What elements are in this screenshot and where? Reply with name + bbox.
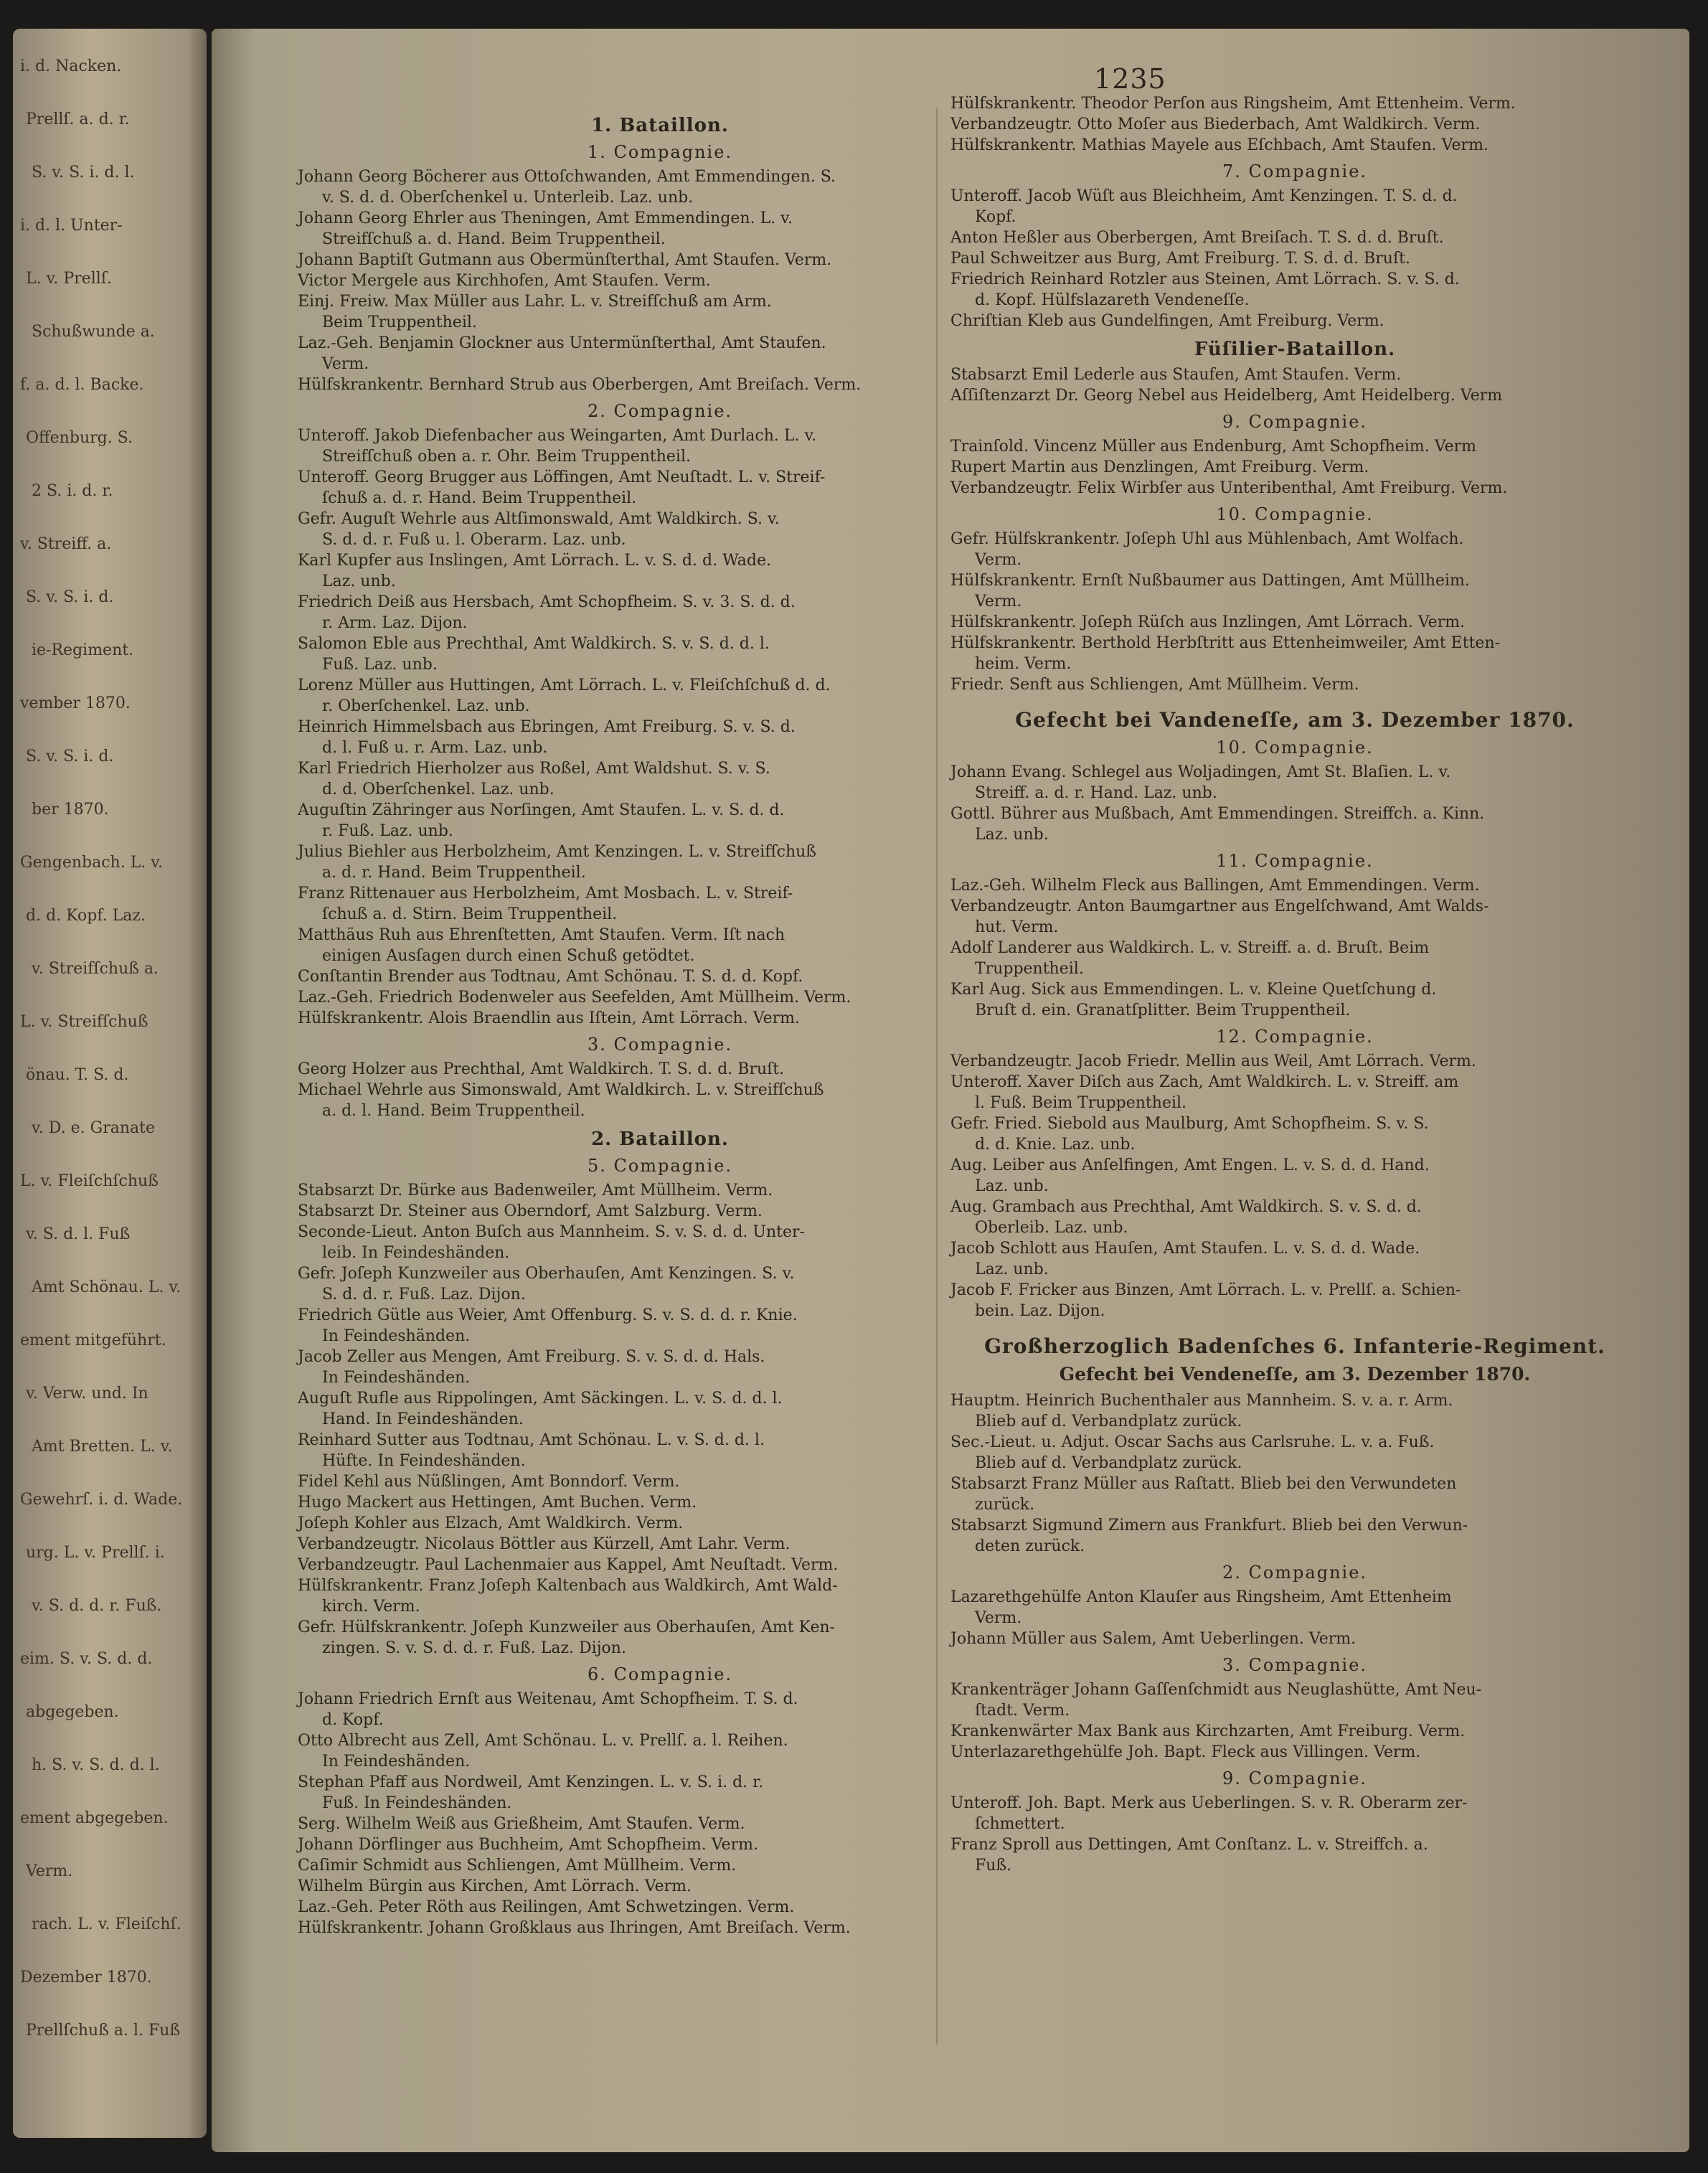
entry-line: d. Kopf. xyxy=(322,1711,384,1729)
entry-line: Michael Wehrle aus Simonswald, Amt Waldkirch. L. v. Streifſchuß xyxy=(298,1081,824,1099)
company-heading: 3. Compagnie. xyxy=(1222,1655,1368,1675)
facing-page-text: v. D. e. Granate xyxy=(32,1119,156,1137)
entry-line: einigen Ausſagen durch einen Schuß getödtet. xyxy=(322,947,695,965)
facing-page-text: 2 S. i. d. r. xyxy=(32,482,113,500)
entry-line: Johann Georg Ehrler aus Theningen, Amt Emmendingen. L. v. xyxy=(298,209,793,227)
entry-line: Stabsarzt Dr. Steiner aus Oberndorf, Amt Salzburg. Verm. xyxy=(298,1202,763,1220)
casualty-entry xyxy=(950,1474,1639,1515)
entry-line: Aug. Grambach aus Prechthal, Amt Waldkirch. S. v. S. d. d. xyxy=(950,1198,1422,1216)
casualty-entry xyxy=(298,633,1022,675)
company-heading: 7. Compagnie. xyxy=(1222,161,1368,182)
casualty-entry xyxy=(950,311,1639,331)
casualty-entry xyxy=(298,717,1022,758)
page-number: 1235 xyxy=(1094,63,1166,95)
section-heading: Gefecht bei Vandeneſſe, am 3. Dezember 1870. xyxy=(1015,708,1575,732)
entry-line: S. d. d. r. Fuß. Laz. Dijon. xyxy=(322,1286,526,1304)
casualty-entry xyxy=(298,800,1022,842)
entry-line: hut. Verm. xyxy=(975,918,1059,936)
entry-line: Hülfskrankentr. Ernſt Nußbaumer aus Dattingen, Amt Müllheim. xyxy=(950,572,1470,590)
entry-line: Joſeph Kohler aus Elzach, Amt Waldkirch. Verm. xyxy=(298,1514,684,1532)
entry-line: Friedrich Gütle aus Weier, Amt Offenburg. S. v. S. d. d. r. Knie. xyxy=(298,1306,798,1324)
entry-line: Oberleib. Laz. unb. xyxy=(975,1219,1128,1237)
battalion-heading: 2. Bataillon. xyxy=(591,1128,729,1150)
entry-line: Verm. xyxy=(975,1609,1022,1627)
entry-line: Friedr. Senft aus Schliengen, Amt Müllheim. Verm. xyxy=(950,676,1359,694)
entry-line: Verm. xyxy=(322,355,369,373)
facing-page-text: v. S. d. l. Fuß xyxy=(26,1225,131,1243)
facing-page-text: S. v. S. i. d. l. xyxy=(32,164,135,182)
casualty-entry xyxy=(298,1814,1022,1834)
facing-page-text: L. v. Streifſchuß xyxy=(20,1013,148,1031)
facing-page-fragment xyxy=(13,29,207,2138)
entry-line: Krankenwärter Max Bank aus Kirchzarten, Amt Freiburg. Verm. xyxy=(950,1722,1466,1740)
casualty-entry xyxy=(950,1072,1639,1113)
facing-page-text: Dezember 1870. xyxy=(20,1969,152,1986)
entry-line: Laz.-Geh. Benjamin Glockner aus Untermünſterthal, Amt Staufen. xyxy=(298,334,826,352)
casualty-entry xyxy=(950,633,1639,674)
casualty-entry xyxy=(298,208,1022,250)
section-heading: Gefecht bei Vendeneſſe, am 3. Dezember 1870. xyxy=(1059,1364,1531,1385)
entry-line: Julius Biehler aus Herbolzheim, Amt Kenzingen. L. v. Streifſchuß xyxy=(298,843,816,861)
casualty-entry xyxy=(950,227,1639,248)
casualty-entry xyxy=(298,1772,1022,1814)
entry-line: Streiff. a. d. r. Hand. Laz. unb. xyxy=(975,784,1217,802)
casualty-entry xyxy=(298,925,1022,966)
casualty-entry xyxy=(950,269,1639,311)
entry-line: v. S. d. d. Oberſchenkel u. Unterleib. Laz. unb. xyxy=(322,189,694,207)
casualty-entry xyxy=(298,425,1022,467)
facing-page-text: urg. L. v. Prellſ. i. xyxy=(26,1544,165,1562)
casualty-entry xyxy=(298,1855,1022,1876)
casualty-entry xyxy=(298,333,1022,374)
entry-line: Streifſchuß a. d. Hand. Beim Truppentheil. xyxy=(322,230,666,248)
casualty-entry xyxy=(950,762,1639,803)
entry-line: r. Fuß. Laz. unb. xyxy=(322,822,453,840)
entry-line: Seconde-Lieut. Anton Buſch aus Mannheim. S. v. S. d. d. Unter- xyxy=(298,1223,805,1241)
casualty-entry xyxy=(298,1008,1022,1029)
entry-line: Reinhard Sutter aus Todtnau, Amt Schönau. L. v. S. d. d. l. xyxy=(298,1431,765,1449)
facing-page-text: vember 1870. xyxy=(20,694,131,712)
entry-line: Karl Aug. Sick aus Emmendingen. L. v. Kleine Quetſchung d. xyxy=(950,981,1437,999)
facing-page-text: önau. T. S. d. xyxy=(26,1066,129,1084)
entry-line: Matthäus Ruh aus Ehrenſtetten, Amt Staufen. Verm. Iſt nach xyxy=(298,926,785,944)
casualty-entry xyxy=(298,1555,1022,1575)
facing-page-text: Schußwunde a. xyxy=(32,323,155,341)
company-heading: 2. Compagnie. xyxy=(587,401,733,421)
company-heading: 6. Compagnie. xyxy=(587,1664,733,1684)
entry-line: Verm. xyxy=(975,593,1022,611)
entry-line: Unteroff. Jacob Wüſt aus Bleichheim, Amt Kenzingen. T. S. d. d. xyxy=(950,187,1458,205)
facing-page-text: eim. S. v. S. d. d. xyxy=(20,1650,153,1668)
entry-line: Auguſtin Zähringer aus Norſingen, Amt Staufen. L. v. S. d. d. xyxy=(298,801,785,819)
casualty-entry xyxy=(950,186,1639,227)
entry-line: a. d. l. Hand. Beim Truppentheil. xyxy=(322,1102,585,1120)
casualty-entry xyxy=(298,883,1022,925)
facing-page-text: i. d. Nacken. xyxy=(20,57,122,75)
casualty-entry xyxy=(950,1155,1639,1197)
entry-line: r. Oberſchenkel. Laz. unb. xyxy=(322,697,530,715)
casualty-entry xyxy=(950,896,1639,938)
entry-line: Georg Holzer aus Prechthal, Amt Waldkirch. T. S. d. d. Bruſt. xyxy=(298,1060,785,1078)
casualty-entry xyxy=(298,250,1022,270)
facing-page-text: h. S. v. S. d. d. l. xyxy=(32,1756,160,1774)
entry-line: Verbandzeugtr. Nicolaus Böttler aus Kürzell, Amt Lahr. Verm. xyxy=(298,1535,791,1553)
casualty-entry xyxy=(298,1513,1022,1534)
facing-page-text: d. d. Kopf. Laz. xyxy=(26,907,146,925)
entry-line: Stabsarzt Emil Lederle aus Staufen, Amt Staufen. Verm. xyxy=(950,366,1402,384)
casualty-entry xyxy=(950,1793,1639,1834)
casualty-entry xyxy=(298,1617,1022,1659)
entry-line: Hand. In Feindeshänden. xyxy=(322,1410,524,1428)
entry-line: Bruſt d. ein. Granatſplitter. Beim Truppentheil. xyxy=(975,1001,1351,1019)
entry-line: Kopf. xyxy=(975,208,1016,226)
entry-line: Franz Sproll aus Dettingen, Amt Conſtanz. L. v. Streiffch. a. xyxy=(950,1836,1428,1854)
casualty-entry xyxy=(298,987,1022,1008)
entry-line: Hülfskrankentr. Joſeph Rüſch aus Inzlingen, Amt Lörrach. Verm. xyxy=(950,613,1466,631)
entry-line: Chriſtian Kleb aus Gundelfingen, Amt Freiburg. Verm. xyxy=(950,312,1384,330)
entry-line: Stabsarzt Franz Müller aus Raſtatt. Blieb bei den Verwundeten xyxy=(950,1475,1457,1493)
entry-line: Fidel Kehl aus Nüßlingen, Amt Bonndorf. Verm. xyxy=(298,1473,680,1491)
casualty-entry xyxy=(950,248,1639,269)
company-heading: 9. Compagnie. xyxy=(1222,412,1368,432)
entry-line: Gefr. Hülfskrankentr. Joſeph Kunzweiler aus Oberhauſen, Amt Ken- xyxy=(298,1618,836,1636)
facing-page-text: Offenburg. S. xyxy=(26,429,133,447)
entry-line: Conſtantin Brender aus Todtnau, Amt Schönau. T. S. d. d. Kopf. xyxy=(298,968,803,986)
casualty-entry xyxy=(298,1492,1022,1513)
casualty-entry xyxy=(298,1834,1022,1855)
casualty-entry xyxy=(298,270,1022,291)
facing-page-text: ie-Regiment. xyxy=(32,641,134,659)
entry-line: ſchmettert. xyxy=(975,1815,1065,1833)
casualty-entry xyxy=(298,1689,1022,1730)
facing-page-text: i. d. l. Unter- xyxy=(20,217,123,235)
company-heading: 11. Compagnie. xyxy=(1216,851,1374,871)
casualty-entry xyxy=(298,1471,1022,1492)
entry-line: Hülfskrankentr. Theodor Perſon aus Ringsheim, Amt Ettenheim. Verm. xyxy=(950,95,1516,113)
entry-line: Karl Friedrich Hierholzer aus Roßel, Amt Waldshut. S. v. S. xyxy=(298,760,770,778)
casualty-entry xyxy=(298,1534,1022,1555)
entry-line: Jacob Schlott aus Hauſen, Amt Staufen. L. v. S. d. d. Wade. xyxy=(950,1240,1420,1258)
entry-line: Hülfskrankentr. Bernhard Strub aus Oberbergen, Amt Breiſach. Verm. xyxy=(298,376,862,394)
entry-line: Laz.-Geh. Wilhelm Fleck aus Ballingen, Amt Emmendingen. Verm. xyxy=(950,877,1480,895)
casualty-entry xyxy=(298,1201,1022,1222)
entry-line: Stabsarzt Sigmund Zimern aus Frankfurt. Blieb bei den Verwun- xyxy=(950,1517,1468,1535)
facing-page-text: Prellſ. a. d. r. xyxy=(26,110,130,128)
casualty-entry xyxy=(298,1222,1022,1263)
casualty-entry xyxy=(950,1679,1639,1721)
casualty-entry xyxy=(298,966,1022,987)
entry-line: Salomon Eble aus Prechthal, Amt Waldkirch. S. v. S. d. d. l. xyxy=(298,635,770,653)
entry-line: Heinrich Himmelsbach aus Ebringen, Amt Freiburg. S. v. S. d. xyxy=(298,718,796,736)
casualty-entry xyxy=(298,1730,1022,1772)
casualty-entry xyxy=(298,291,1022,333)
entry-line: In Feindeshänden. xyxy=(322,1753,471,1771)
casualty-entry xyxy=(950,1197,1639,1238)
entry-line: Friedrich Reinhard Rotzler aus Steinen, Amt Lörrach. S. v. S. d. xyxy=(950,270,1460,288)
casualty-entry xyxy=(950,478,1639,499)
entry-line: ſchuß a. d. r. Hand. Beim Truppentheil. xyxy=(322,489,637,507)
entry-line: Laz.-Geh. Peter Röth aus Reilingen, Amt Schwetzingen. Verm. xyxy=(298,1898,795,1916)
facing-page-text: L. v. Prellſ. xyxy=(26,270,112,288)
company-heading: 1. Compagnie. xyxy=(587,142,733,162)
casualty-entry xyxy=(950,1742,1639,1763)
company-heading: 5. Compagnie. xyxy=(587,1156,733,1176)
entry-line: ſchuß a. d. Stirn. Beim Truppentheil. xyxy=(322,905,618,923)
facing-page-text: Prellſchuß a. l. Fuß xyxy=(26,2022,181,2040)
casualty-entry xyxy=(298,374,1022,395)
entry-line: Johann Müller aus Salem, Amt Ueberlingen. Verm. xyxy=(950,1630,1357,1648)
entry-line: Jacob Zeller aus Mengen, Amt Freiburg. S. v. S. d. d. Hals. xyxy=(298,1348,765,1366)
entry-line: Trainſold. Vincenz Müller aus Endenburg, Amt Schopfheim. Verm xyxy=(950,438,1476,456)
entry-line: Wilhelm Bürgin aus Kirchen, Amt Lörrach. Verm. xyxy=(298,1877,692,1895)
entry-line: leib. In Feindeshänden. xyxy=(322,1244,510,1262)
entry-line: Serg. Wilhelm Weiß aus Grießheim, Amt Staufen. Verm. xyxy=(298,1815,745,1833)
entry-line: Verbandzeugtr. Paul Lachenmaier aus Kappel, Amt Neuſtadt. Verm. xyxy=(298,1556,839,1574)
casualty-entry xyxy=(298,1347,1022,1388)
entry-line: Laz. unb. xyxy=(322,572,396,590)
book-page xyxy=(212,29,1689,2152)
entry-line: d. d. Oberſchenkel. Laz. unb. xyxy=(322,781,555,798)
entry-line: Laz. unb. xyxy=(975,826,1049,844)
facing-page-text: f. a. d. l. Backe. xyxy=(20,376,144,394)
left-column xyxy=(298,108,1022,1938)
entry-line: Lazarethgehülfe Anton Klauſer aus Ringsheim, Amt Ettenheim xyxy=(950,1588,1452,1606)
entry-line: deten zurück. xyxy=(975,1537,1085,1555)
entry-line: Laz. unb. xyxy=(975,1177,1049,1195)
company-heading: 9. Compagnie. xyxy=(1222,1768,1368,1788)
casualty-entry xyxy=(950,1721,1639,1742)
entry-line: Gefr. Fried. Siebold aus Maulburg, Amt Schopfheim. S. v. S. xyxy=(950,1115,1429,1133)
entry-line: Einj. Freiw. Max Müller aus Lahr. L. v. Streifſchuß am Arm. xyxy=(298,293,772,311)
section-heading: Großherzoglich Badenſches 6. Infanterie-Regiment. xyxy=(984,1334,1605,1358)
entry-line: Hülfskrankentr. Alois Braendlin aus Iſtein, Amt Lörrach. Verm. xyxy=(298,1009,800,1027)
entry-line: l. Fuß. Beim Truppentheil. xyxy=(975,1094,1187,1112)
facing-page-text: abgegeben. xyxy=(26,1703,119,1721)
entry-line: Hauptm. Heinrich Buchenthaler aus Mannheim. S. v. a. r. Arm. xyxy=(950,1392,1453,1410)
casualty-entry xyxy=(950,1280,1639,1321)
casualty-entry xyxy=(298,758,1022,800)
facing-page-text: ber 1870. xyxy=(32,801,109,819)
facing-page-text: v. Verw. und. In xyxy=(26,1385,148,1403)
casualty-entry xyxy=(298,1918,1022,1938)
casualty-entry xyxy=(298,1575,1022,1617)
entry-line: Johann Georg Böcherer aus Ottoſchwanden, Amt Emmendingen. S. xyxy=(298,168,836,186)
entry-line: heim. Verm. xyxy=(975,655,1072,673)
entry-line: Aug. Leiber aus Anſelfingen, Amt Engen. L. v. S. d. d. Hand. xyxy=(950,1156,1430,1174)
entry-line: In Feindeshänden. xyxy=(322,1327,471,1345)
entry-line: Johann Evang. Schlegel aus Woljadingen, Amt St. Blaſien. L. v. xyxy=(950,763,1451,781)
entry-line: Hülfskrankentr. Franz Joſeph Kaltenbach aus Waldkirch, Amt Wald- xyxy=(298,1577,838,1595)
entry-line: Rupert Martin aus Denzlingen, Amt Freiburg. Verm. xyxy=(950,458,1369,476)
entry-line: Gefr. Hülfskrankentr. Joſeph Uhl aus Mühlenbach, Amt Wolfach. xyxy=(950,530,1464,548)
entry-line: Blieb auf d. Verbandplatz zurück. xyxy=(975,1454,1242,1472)
facing-page-text: S. v. S. i. d. xyxy=(26,748,114,765)
entry-line: Blieb auf d. Verbandplatz zurück. xyxy=(975,1413,1242,1430)
entry-line: bein. Laz. Dijon. xyxy=(975,1302,1105,1320)
entry-line: Fuß. In Feindeshänden. xyxy=(322,1794,512,1812)
entry-line: Unterlazarethgehülfe Joh. Bapt. Fleck aus Villingen. Verm. xyxy=(950,1743,1421,1761)
entry-line: In Feindeshänden. xyxy=(322,1369,471,1387)
casualty-entry xyxy=(950,1113,1639,1155)
entry-line: Stabsarzt Dr. Bürke aus Badenweiler, Amt Müllheim. Verm. xyxy=(298,1182,773,1199)
entry-line: Jacob F. Fricker aus Binzen, Amt Lörrach. L. v. Prellſ. a. Schien- xyxy=(950,1281,1461,1299)
casualty-entry xyxy=(298,675,1022,717)
entry-line: Gefr. Auguſt Wehrle aus Altſimonswald, Amt Waldkirch. S. v. xyxy=(298,510,780,528)
casualty-entry xyxy=(950,1051,1639,1072)
casualty-entry xyxy=(950,1432,1639,1474)
entry-line: kirch. Verm. xyxy=(322,1598,420,1616)
entry-line: Friedrich Deiß aus Hersbach, Amt Schopfheim. S. v. 3. S. d. d. xyxy=(298,593,796,611)
facing-page-text: Verm. xyxy=(26,1862,73,1880)
casualty-entry xyxy=(950,1515,1639,1557)
entry-line: d. d. Knie. Laz. unb. xyxy=(975,1136,1136,1154)
entry-line: zurück. xyxy=(975,1496,1035,1514)
casualty-entry xyxy=(950,1834,1639,1876)
entry-line: Verbandzeugtr. Jacob Friedr. Mellin aus Weil, Amt Lörrach. Verm. xyxy=(950,1052,1476,1070)
entry-line: Hugo Mackert aus Hettingen, Amt Buchen. Verm. xyxy=(298,1494,697,1512)
entry-line: Lorenz Müller aus Huttingen, Amt Lörrach. L. v. Fleiſchſchuß d. d. xyxy=(298,677,831,694)
casualty-entry xyxy=(950,875,1639,896)
right-column xyxy=(950,93,1639,1876)
casualty-entry xyxy=(950,114,1639,135)
casualty-entry xyxy=(298,509,1022,550)
entry-line: Verbandzeugtr. Felix Wirbſer aus Unteribenthal, Amt Freiburg. Verm. xyxy=(950,479,1508,497)
entry-line: Aſſiſtenzarzt Dr. Georg Nebel aus Heidelberg, Amt Heidelberg. Verm xyxy=(950,387,1503,405)
casualty-entry xyxy=(950,93,1639,114)
entry-line: Paul Schweitzer aus Burg, Amt Freiburg. T. S. d. d. Bruſt. xyxy=(950,250,1410,268)
casualty-entry xyxy=(950,364,1639,385)
casualty-entry xyxy=(950,938,1639,979)
casualty-entry xyxy=(298,842,1022,883)
entry-line: Laz. unb. xyxy=(975,1260,1049,1278)
facing-page-text: Gewehrſ. i. d. Wade. xyxy=(20,1491,183,1509)
company-heading: 10. Compagnie. xyxy=(1216,504,1374,524)
entry-line: Otto Albrecht aus Zell, Amt Schönau. L. v. Prellſ. a. l. Reihen. xyxy=(298,1732,788,1750)
entry-line: Gottl. Bührer aus Mußbach, Amt Emmendingen. Streiffch. a. Kinn. xyxy=(950,805,1485,823)
entry-line: Unteroff. Joh. Bapt. Merk aus Ueberlingen. S. v. R. Oberarm zer- xyxy=(950,1794,1468,1812)
casualty-entry xyxy=(950,1238,1639,1280)
entry-line: d. l. Fuß u. r. Arm. Laz. unb. xyxy=(322,739,548,757)
company-heading: 10. Compagnie. xyxy=(1216,737,1374,758)
entry-line: Stephan Pfaff aus Nordweil, Amt Kenzingen. L. v. S. i. d. r. xyxy=(298,1773,764,1791)
entry-line: Gefr. Joſeph Kunzweiler aus Oberhauſen, Amt Kenzingen. S. v. xyxy=(298,1265,795,1283)
entry-line: Sec.-Lieut. u. Adjut. Oscar Sachs aus Carlsruhe. L. v. a. Fuß. xyxy=(950,1433,1435,1451)
casualty-entry xyxy=(950,612,1639,633)
entry-line: d. Kopf. Hülfslazareth Vendeneſſe. xyxy=(975,291,1250,309)
entry-line: Verbandzeugtr. Anton Baumgartner aus Engelſchwand, Amt Walds- xyxy=(950,897,1489,915)
casualty-entry xyxy=(298,1080,1022,1121)
facing-page-text: S. v. S. i. d. xyxy=(26,588,114,606)
entry-line: Johann Dörflinger aus Buchheim, Amt Schopfheim. Verm. xyxy=(298,1836,758,1854)
casualty-entry xyxy=(298,467,1022,509)
entry-line: Krankenträger Johann Gaſſenſchmidt aus Neuglashütte, Amt Neu- xyxy=(950,1681,1482,1699)
casualty-entry xyxy=(298,1430,1022,1471)
casualty-entry xyxy=(298,166,1022,208)
battalion-heading: Füſilier-Bataillon. xyxy=(1194,339,1396,360)
entry-line: Unteroff. Xaver Diſch aus Zach, Amt Waldkirch. L. v. Streiff. am xyxy=(950,1073,1459,1091)
facing-page-text: rach. L. v. Fleiſchſ. xyxy=(32,1915,181,1933)
casualty-entry xyxy=(950,570,1639,612)
entry-line: S. d. d. r. Fuß u. l. Oberarm. Laz. unb. xyxy=(322,531,626,549)
company-heading: 12. Compagnie. xyxy=(1216,1027,1374,1047)
entry-line: Unteroff. Georg Brugger aus Löffingen, Amt Neuſtadt. L. v. Streif- xyxy=(298,468,826,486)
entry-line: ſtadt. Verm. xyxy=(975,1702,1070,1720)
casualty-entry xyxy=(298,1180,1022,1201)
casualty-entry xyxy=(298,1388,1022,1430)
entry-line: Unteroff. Jakob Diefenbacher aus Weingarten, Amt Durlach. L. v. xyxy=(298,427,817,445)
entry-line: Beim Truppentheil. xyxy=(322,314,477,331)
casualty-entry xyxy=(950,1628,1639,1649)
entry-line: Fuß. Laz. unb. xyxy=(322,656,438,674)
casualty-entry xyxy=(950,1390,1639,1432)
facing-page-text: Amt Bretten. L. v. xyxy=(32,1438,173,1456)
entry-line: Hüfte. In Feindeshänden. xyxy=(322,1452,526,1470)
facing-page-text: Amt Schönau. L. v. xyxy=(32,1278,181,1296)
entry-line: Fuß. xyxy=(975,1857,1012,1875)
casualty-entry xyxy=(950,385,1639,406)
entry-line: Hülfskrankentr. Berthold Herbſtritt aus Ettenheimweiler, Amt Etten- xyxy=(950,634,1501,652)
facing-page-text: ement abgegeben. xyxy=(20,1809,169,1827)
facing-page-text: v. Streifſchuß a. xyxy=(32,960,159,978)
entry-line: Karl Kupfer aus Inslingen, Amt Lörrach. L. v. S. d. d. Wade. xyxy=(298,552,771,570)
entry-line: Truppentheil. xyxy=(975,960,1084,978)
casualty-entry xyxy=(298,1305,1022,1347)
entry-line: r. Arm. Laz. Dijon. xyxy=(322,614,468,632)
casualty-entry xyxy=(950,979,1639,1021)
battalion-heading: 1. Bataillon. xyxy=(591,115,729,136)
facing-page-text: L. v. Fleiſchſchuß xyxy=(20,1172,159,1190)
casualty-entry xyxy=(298,1263,1022,1305)
entry-line: Hülfskrankentr. Johann Großklaus aus Ihringen, Amt Breiſach. Verm. xyxy=(298,1919,851,1937)
entry-line: Victor Mergele aus Kirchhofen, Amt Staufen. Verm. xyxy=(298,272,711,290)
casualty-entry xyxy=(950,803,1639,845)
entry-line: Anton Heßler aus Oberbergen, Amt Breiſach. T. S. d. d. Bruſt. xyxy=(950,229,1444,247)
casualty-entry xyxy=(950,457,1639,478)
entry-line: Verm. xyxy=(975,551,1022,569)
casualty-entry xyxy=(950,529,1639,570)
entry-line: Auguſt Rufle aus Rippolingen, Amt Säckingen. L. v. S. d. d. l. xyxy=(298,1390,783,1408)
casualty-entry xyxy=(950,135,1639,156)
entry-line: Laz.-Geh. Friedrich Bodenweler aus Seefelden, Amt Müllheim. Verm. xyxy=(298,989,851,1007)
casualty-entry xyxy=(298,1876,1022,1897)
entry-line: Streifſchuß oben a. r. Ohr. Beim Truppentheil. xyxy=(322,448,691,466)
casualty-entry xyxy=(298,592,1022,633)
entry-line: zingen. S. v. S. d. d. r. Fuß. Laz. Dijon. xyxy=(322,1639,626,1657)
facing-page-text: Gengenbach. L. v. xyxy=(20,854,164,872)
casualty-entry xyxy=(950,1587,1639,1628)
entry-line: Johann Baptiſt Gutmann aus Obermünſterthal, Amt Staufen. Verm. xyxy=(298,251,832,269)
facing-page-text: v. Streiff. a. xyxy=(20,535,112,553)
casualty-entry xyxy=(298,550,1022,592)
entry-line: Verbandzeugtr. Otto Moſer aus Biederbach, Amt Waldkirch. Verm. xyxy=(950,116,1481,133)
casualty-entry xyxy=(298,1897,1022,1918)
entry-line: Johann Friedrich Ernſt aus Weitenau, Amt Schopfheim. T. S. d. xyxy=(298,1690,798,1708)
casualty-entry xyxy=(950,436,1639,457)
entry-line: Caſimir Schmidt aus Schliengen, Amt Müllheim. Verm. xyxy=(298,1857,737,1875)
casualty-entry xyxy=(950,674,1639,695)
company-heading: 3. Compagnie. xyxy=(587,1034,733,1055)
casualty-entry xyxy=(298,1059,1022,1080)
entry-line: Franz Rittenauer aus Herbolzheim, Amt Mosbach. L. v. Streif- xyxy=(298,885,793,902)
company-heading: 2. Compagnie. xyxy=(1222,1562,1368,1583)
entry-line: a. d. r. Hand. Beim Truppentheil. xyxy=(322,864,586,882)
entry-line: Adolf Landerer aus Waldkirch. L. v. Streiff. a. d. Bruſt. Beim xyxy=(950,939,1430,957)
facing-page-text: ement mitgeführt. xyxy=(20,1331,166,1349)
facing-page-text: v. S. d. d. r. Fuß. xyxy=(32,1597,162,1615)
entry-line: Hülfskrankentr. Mathias Mayele aus Eſchbach, Amt Staufen. Verm. xyxy=(950,136,1488,154)
